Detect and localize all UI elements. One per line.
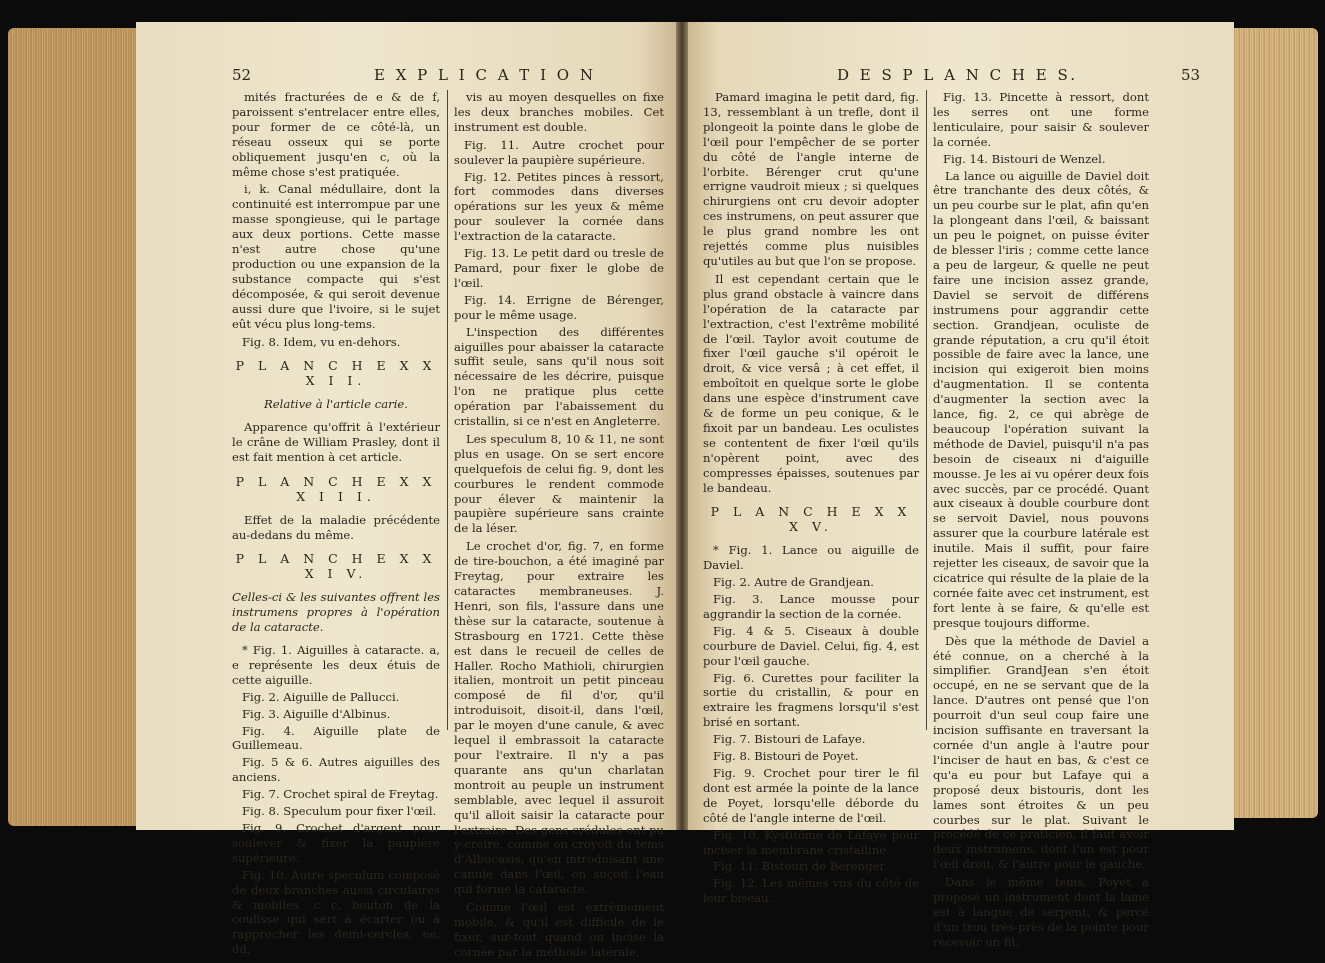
figure-caption: Fig. 12. Petites pinces à ressort, fort commodes dans diverses opérations sur les yeux & même pour soulever la cornée dans l'extraction de la cataracte. <box>454 169 664 244</box>
figure-caption: Fig. 10. Autre speculum composé de deux branches aussi circulaires & mobiles. c c, bouton de la coulisse qui sert à écarter ou à rapprocher les demi-cercles, ee, dd, <box>232 867 440 957</box>
left-column-1 <box>232 90 440 959</box>
paragraph: La lance ou aiguille de Daviel doit être tranchante des deux côtés, & un peu courbe sur le plat, afin qu'en la plongeant dans l'œil, & baissant un peu le poignet, on puisse éviter de blesser l'iris ; comme cette lance a peu de largeur, & quelle ne peut faire une incision assez grande, Daviel se servoit de différens instrumens pour aggrandir cette section. Grandjean, oculiste de grande réputation, a cru qu'il étoit possible de faire avec la lance, une incision qui exigeroit bien moins d'augmentation. Il se contenta d'augmenter la section avec la lance, fig. 2, ce qui abrège de beaucoup l'opération suivant la méthode de Daviel, puisqu'il n'a pas besoin de ciseaux ni d'aiguille mousse. Je les ai vu opérer deux fois avec succès, par ce procédé. Quant aux ciseaux à double courbure dont se servoit Daviel, nous pouvons assurer que la courbure latérale est inutile. Mais il suffit, pour faire rejetter les ciseaux, de savoir que la cicatrice qui résulte de la plaie de la cornée faite avec cet instrument, est fort lente à se faire, & qu'elle est presque toujours difforme. <box>933 168 1149 630</box>
section-heading: P L A N C H E X X X V. <box>710 504 912 535</box>
paragraph: Dès que la méthode de Daviel a été connue, on a cherché à la simplifier. GrandJean s'en étoit occupé, en ne se servant que de la lance. D'autres ont pensé que l'on pourroit d'un seul coup faire une incision suffisante en traversant la cornée d'un angle à l'autre pour l'inciser de haut en bas, & c'est ce qu'a eu pour but Lafaye qui a proposé deux bistouris, dont les lames sont étroites & un peu courbes sur le plat. Suivant le procédé de ce praticien, il faut avoir deux instrumens, dont l'un est pour l'œil droit, & l'autre pour le gauche. <box>933 633 1149 872</box>
paragraph: Dans le même tems, Poyet a proposé un instrument dont la lame est à langue de serpent, & percé d'un trou très-près de la pointe pour recevoir un fil. <box>933 875 1149 949</box>
figure-caption: * Fig. 1. Lance ou aiguille de Daviel. <box>703 543 919 573</box>
figure-caption: Fig. 9. Crochet pour tirer le fil dont est armée la pointe de la lance de Poyet, lorsqu'elle déborde du côté de l'angle interne de l'œil. <box>703 765 919 825</box>
open-book <box>8 22 1318 959</box>
figure-caption: Fig. 4. Aiguille plate de Guillemeau. <box>232 723 440 753</box>
paragraph: Pamard imagina le petit dard, fig. 13, ressemblant à un trefle, dont il plongeoit la pointe dans le globe de l'œil pour l'empêcher de se porter du côté de l'angle interne de l'orbite. Bérenger crut qu'une errigne vaudroit mieux ; si quelques chirurgiens ont cru devoir adopter ces instrumens, on peut assurer que le plus grand nombre les ont rejettés comme plus nuisibles qu'utiles au but que l'on se propose. <box>703 90 919 268</box>
figure-caption: Fig. 8. Speculum pour fixer l'œil. <box>242 804 437 819</box>
section-heading: P L A N C H E X X X I V. <box>235 551 437 582</box>
paragraph: Apparence qu'offrit à l'extérieur le crâne de William Prasley, dont il est fait mention à cet article. <box>232 420 440 464</box>
figure-caption: Fig. 6. Curettes pour faciliter la sortie du cristallin, & pour en extraire les fragmens lorsqu'il s'est brisé en sortant. <box>703 670 919 730</box>
paragraph: vis au moyen desquelles on fixe les deux branches mobiles. Cet instrument est double. <box>454 90 664 134</box>
left-page <box>136 22 681 959</box>
section-heading: P L A N C H E X X X I I I. <box>235 473 437 504</box>
paragraph: Le crochet d'or, fig. 7, en forme de tire-bouchon, a été imaginé par Freytag, pour extraire les cataractes membraneuses. J. Henri, son fils, l'assure dans une thèse sur la cataracte, soutenue à Strasbourg en 1721. Cette thèse est dans le recueil de celles de Haller. Rocho Mathioli, chirurgien italien, montroit un petit pinceau composé de fil d'or, qu'il introduisoit, disoit-il, dans l'œil, par le moyen d'une canule, & avec lequel il embrassoit la cataracte pour l'extraire. Il n'y a pas quarante ans qu'un charlatan montroit au peuple un instrument semblable, avec lequel il assuroit qu'il alloit saisir la cataracte pour l'extraire. Des gens crédules ont pu y croire, comme on croyoit du tems d'Albucasis, qu'en introduisant une canule dans l'œil, on suçoit l'eau qui forme la cataracte. <box>454 539 664 897</box>
figure-caption: Fig. 12. Les mêmes vus du côté de leur biseau. <box>703 876 919 906</box>
section-heading: P L A N C H E X X X I I. <box>235 358 437 389</box>
figure-caption: Fig. 11. Bistouri de Bérenger. <box>713 859 888 874</box>
paragraph: i, k. Canal médullaire, dont la continuité est interrompue par une masse spongieuse, qui le partage aux deux portions. Cette masse n'est autre chose qu'une production ou une expansion de la substance compacte qui s'est décomposée, & qui seroit devenue aussi dure que l'ivoire, si le sujet eût vécu plus long-tems. <box>232 182 440 331</box>
figure-caption: Fig. 3. Lance mousse pour aggrandir la section de la cornée. <box>703 592 919 621</box>
figure-caption: Fig. 4 & 5. Ciseaux à double courbure de Daviel. Celui, fig. 4, est pour l'œil gauche. <box>703 623 919 668</box>
figure-caption: Fig. 5 & 6. Autres aiguilles des anciens. <box>232 755 440 785</box>
figure-caption: Fig. 14. Errigne de Bérenger, pour le même usage. <box>454 292 664 322</box>
paragraph: Il est cependant certain que le plus grand obstacle à vaincre dans l'opération de la cataracte par l'extraction, c'est l'extrême mobilité de l'œil. Taylor avoit coutume de fixer l'œil gauche s'il opéroit le droit, & vice versâ ; à cet effet, il emboîtoit en quelque sorte le globe dans une espèce d'instrument cave & de forme un peu conique, & le fixoit par un bandeau. Les oculistes se contentent de fixer l'œil qu'ils n'opèrent point, avec des compresses épaisses, soutenues par le bandeau. <box>703 271 919 495</box>
paragraph: Effet de la maladie précédente au-dedans du même. <box>232 512 440 542</box>
left-column-2 <box>454 90 664 963</box>
running-head-left: E X P L I C A T I O N <box>374 66 596 84</box>
figure-caption: Fig. 8. Bistouri de Poyet. <box>713 749 859 764</box>
page-number-left: 52 <box>232 66 252 84</box>
book-gutter <box>676 22 688 830</box>
right-column-1 <box>703 90 919 908</box>
figure-caption: Fig. 7. Crochet spiral de Freytag. <box>242 787 439 802</box>
figure-caption: Fig. 8. Idem, vu en-dehors. <box>242 334 401 349</box>
figure-caption: Fig. 3. Aiguille d'Albinus. <box>242 706 391 721</box>
paragraph: Comme l'œil est extrêmement mobile, & qu'il est difficile de le fixer, sur-tout quand on incise la cornée par la méthode latérale, <box>454 900 664 959</box>
figure-caption: * Fig. 1. Aiguilles à cataracte. a, e représente les deux étuis de cette aiguille. <box>232 643 440 687</box>
column-rule <box>447 90 448 730</box>
page-edges-left <box>8 28 140 826</box>
figure-caption: Fig. 13. Le petit dard ou tresle de Pamard, pour fixer le globe de l'œil. <box>454 246 664 290</box>
figure-caption: Fig. 2. Aiguille de Pallucci. <box>242 689 400 704</box>
right-page <box>681 22 1234 949</box>
figure-caption: Fig. 9. Crochet d'argent pour soulever & fixer la paupière supérieure. <box>232 820 440 865</box>
figure-caption: Fig. 7. Bistouri de Lafaye. <box>713 732 866 747</box>
figure-caption: Fig. 14. Bistouri de Wenzel. <box>943 151 1106 166</box>
section-subtitle: Relative à l'article carie. <box>264 397 408 412</box>
paragraph: L'inspection des différentes aiguilles pour abaisser la cataracte suffit seule, sans qu'il nous soit nécessaire de les décrire, puisque l'on ne pratique plus cette opération par l'abaissement du cristallin, si ce n'est en Angleterre. <box>454 324 664 429</box>
page-edges-right <box>1226 28 1318 818</box>
page-number-right: 53 <box>1181 66 1201 84</box>
running-head-right: D E S P L A N C H E S. <box>837 66 1078 84</box>
column-rule <box>926 90 927 730</box>
paragraph: mités fracturées de e & de f, paroissent s'entrelacer entre elles, pour former de ce côté-là, un réseau osseux qui se porte obliquement jusqu'en c, où la même chose s'est pratiquée. <box>232 90 440 179</box>
figure-caption: Fig. 11. Autre crochet pour soulever la paupière supérieure. <box>454 137 664 167</box>
section-subject: Celles-ci & les suivantes offrent les instrumens propres à l'opération de la cataracte. <box>232 590 440 635</box>
figure-caption: Fig. 10. Kystitôme de Lafaye pour inciser la membrane cristalline. <box>703 827 919 857</box>
figure-caption: Fig. 2. Autre de Grandjean. <box>713 575 874 590</box>
paragraph: Les speculum 8, 10 & 11, ne sont plus en usage. On se sert encore quelquefois de celui fig. 9, dont les courbures le rendent commode pour élever & maintenir la paupière supérieure sans crainte de la léser. <box>454 431 664 536</box>
right-column-2 <box>933 90 1149 953</box>
figure-caption: Fig. 13. Pincette à ressort, dont les serres ont une forme lenticulaire, pour saisir & soulever la cornée. <box>933 90 1149 149</box>
